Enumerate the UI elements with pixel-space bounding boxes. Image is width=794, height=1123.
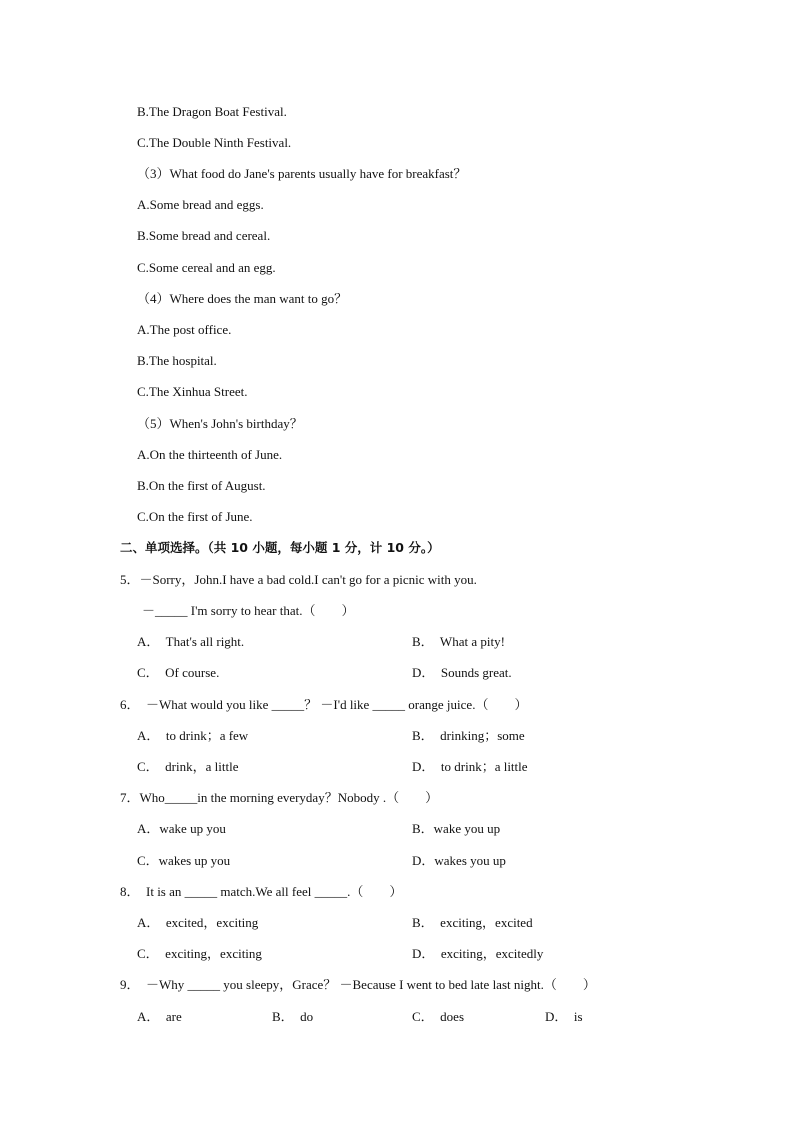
q5-stem: （5）When's John's birthday？ [137, 416, 303, 431]
question-6-option-c: C． drink，a little [137, 759, 239, 774]
question-9-option-c: C． does [412, 1009, 465, 1024]
question-6-stem: 6． －What would you like _____？ －I'd like _____ orange juice.（ ） [120, 697, 528, 712]
question-6-option-d: D． to drink；a little [412, 759, 528, 774]
q5-option-a: A.On the thirteenth of June. [137, 447, 283, 462]
q3-option-c: C.Some cereal and an egg. [137, 260, 276, 275]
question-8-option-c: C． exciting，exciting [137, 946, 262, 961]
question-9-option-d: D． is [545, 1009, 583, 1024]
question-8-option-d: D． exciting，excitedly [412, 946, 544, 961]
section-heading: 二、单项选择。（共 10 小题，每小题 1 分，计 10 分。） [120, 540, 440, 555]
q4-option-b: B.The hospital. [137, 353, 217, 368]
question-8-option-a: A． excited，exciting [137, 915, 259, 930]
question-7-option-c: C．wakes up you [137, 853, 231, 868]
question-5-stem-line2: －_____ I'm sorry to hear that.（ ） [142, 603, 355, 618]
question-5-option-b: B． What a pity! [412, 634, 505, 649]
question-7-option-a: A．wake up you [137, 821, 226, 836]
q5-option-b: B.On the first of August. [137, 478, 266, 493]
q2-option-b: B.The Dragon Boat Festival. [137, 104, 287, 119]
question-5-stem: 5．－Sorry，John.I have a bad cold.I can't go for a picnic with you. [120, 572, 477, 587]
q4-stem: （4）Where does the man want to go？ [137, 291, 348, 306]
question-8-stem: 8． It is an _____ match.We all feel _____.（ ） [120, 884, 403, 899]
q3-stem: （3）What food do Jane's parents usually have for breakfast？ [137, 166, 467, 181]
q4-option-c: C.The Xinhua Street. [137, 384, 248, 399]
question-5-option-a: A． That's all right. [137, 634, 245, 649]
question-7-option-b: B．wake you up [412, 821, 501, 836]
question-8-option-b: B． exciting，excited [412, 915, 533, 930]
q3-option-b: B.Some bread and cereal. [137, 228, 271, 243]
q3-option-a: A.Some bread and eggs. [137, 197, 264, 212]
q4-option-a: A.The post office. [137, 322, 232, 337]
q2-option-c: C.The Double Ninth Festival. [137, 135, 292, 150]
question-6-option-b: B． drinking；some [412, 728, 525, 743]
question-7-option-d: D．wakes you up [412, 853, 506, 868]
q5-option-c: C.On the first of June. [137, 509, 253, 524]
question-7-stem: 7．Who_____in the morning everyday？Nobody .（ ） [120, 790, 439, 805]
question-5-option-c: C． Of course. [137, 665, 220, 680]
question-6-option-a: A． to drink；a few [137, 728, 249, 743]
question-5-option-d: D． Sounds great. [412, 665, 512, 680]
question-9-stem: 9． －Why _____ you sleepy，Grace？ －Because I went to bed late last night.（ ） [120, 977, 596, 992]
question-9-option-b: B． do [272, 1009, 314, 1024]
question-9-option-a: A． are [137, 1009, 182, 1024]
